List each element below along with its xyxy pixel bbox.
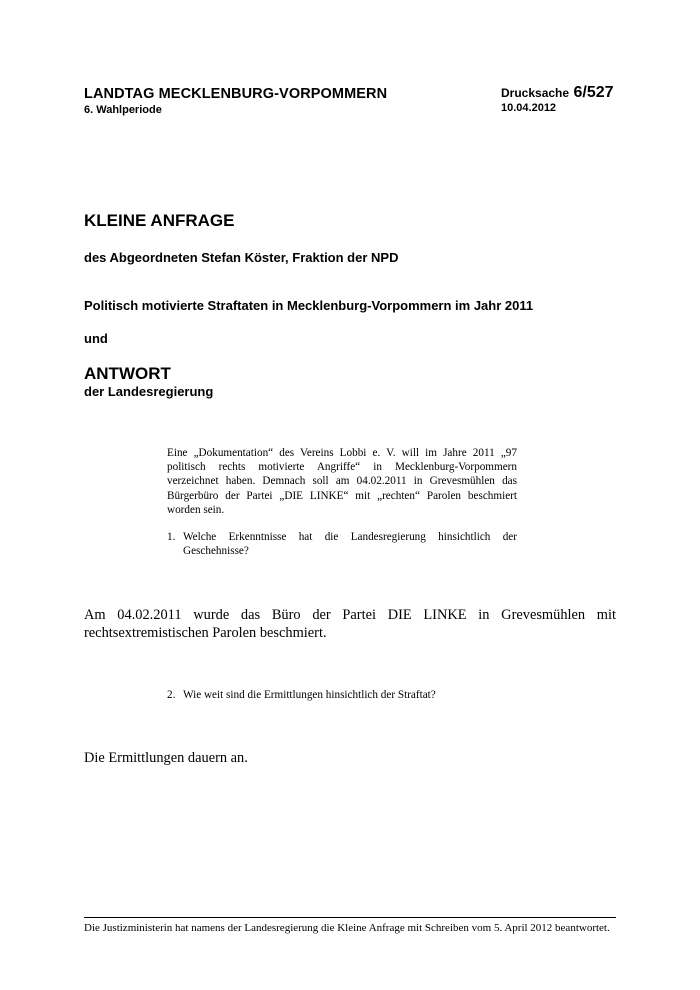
question-text: Welche Erkenntnisse hat die Landesregierung hinsichtlich der Geschehnisse? bbox=[183, 531, 517, 558]
subject-line: Politisch motivierte Straftaten in Mecklenburg-Vorpommern im Jahr 2011 bbox=[84, 298, 534, 313]
parliament-name: LANDTAG MECKLENBURG-VORPOMMERN bbox=[84, 86, 388, 102]
drucksache-label: Drucksache bbox=[501, 86, 570, 100]
question-number: 1. bbox=[167, 531, 176, 543]
document-date: 10.04.2012 bbox=[501, 102, 557, 114]
document-header-left bbox=[84, 86, 387, 117]
author-line: des Abgeordneten Stefan Köster, Fraktion der NPD bbox=[84, 250, 399, 265]
question-text: Wie weit sind die Ermittlungen hinsichtlich der Straftat? bbox=[183, 689, 436, 701]
footnote-divider bbox=[84, 917, 616, 918]
document-header-right bbox=[501, 84, 614, 115]
legislative-period: 6. Wahlperiode bbox=[84, 104, 162, 116]
question-item bbox=[167, 688, 517, 702]
answer-heading: ANTWORT bbox=[84, 364, 171, 383]
conjunction-line: und bbox=[84, 331, 108, 346]
document-type-heading: KLEINE ANFRAGE bbox=[84, 211, 235, 230]
footnote: Die Justizministerin hat namens der Landesregierung die Kleine Anfrage mit Schreiben vom 5. April 2012 beantwortet. bbox=[84, 922, 610, 934]
question-preamble: Eine „Dokumentation“ des Vereins Lobbi e. V. will im Jahre 2011 „97 politisch rechts motivierte Angriffe“ in Mecklenburg-Vorpommern verzeichnet haben. Demnach soll am 04.02.2011 in Grevesmühlen das Bürgerbüro der Partei „DIE LINKE“ mit „rechten“ Parolen beschmiert worden sein. bbox=[167, 447, 517, 516]
drucksache-number: 6/527 bbox=[573, 84, 614, 101]
answer-by-line: der Landesregierung bbox=[84, 384, 214, 399]
drucksache-line bbox=[501, 84, 614, 102]
answer-text: Die Ermittlungen dauern an. bbox=[84, 750, 248, 766]
question-item bbox=[167, 530, 517, 558]
answer-text: Am 04.02.2011 wurde das Büro der Partei DIE LINKE in Grevesmühlen mit rechtsextremistischen Parolen beschmiert. bbox=[84, 607, 616, 641]
question-number: 2. bbox=[167, 689, 176, 701]
